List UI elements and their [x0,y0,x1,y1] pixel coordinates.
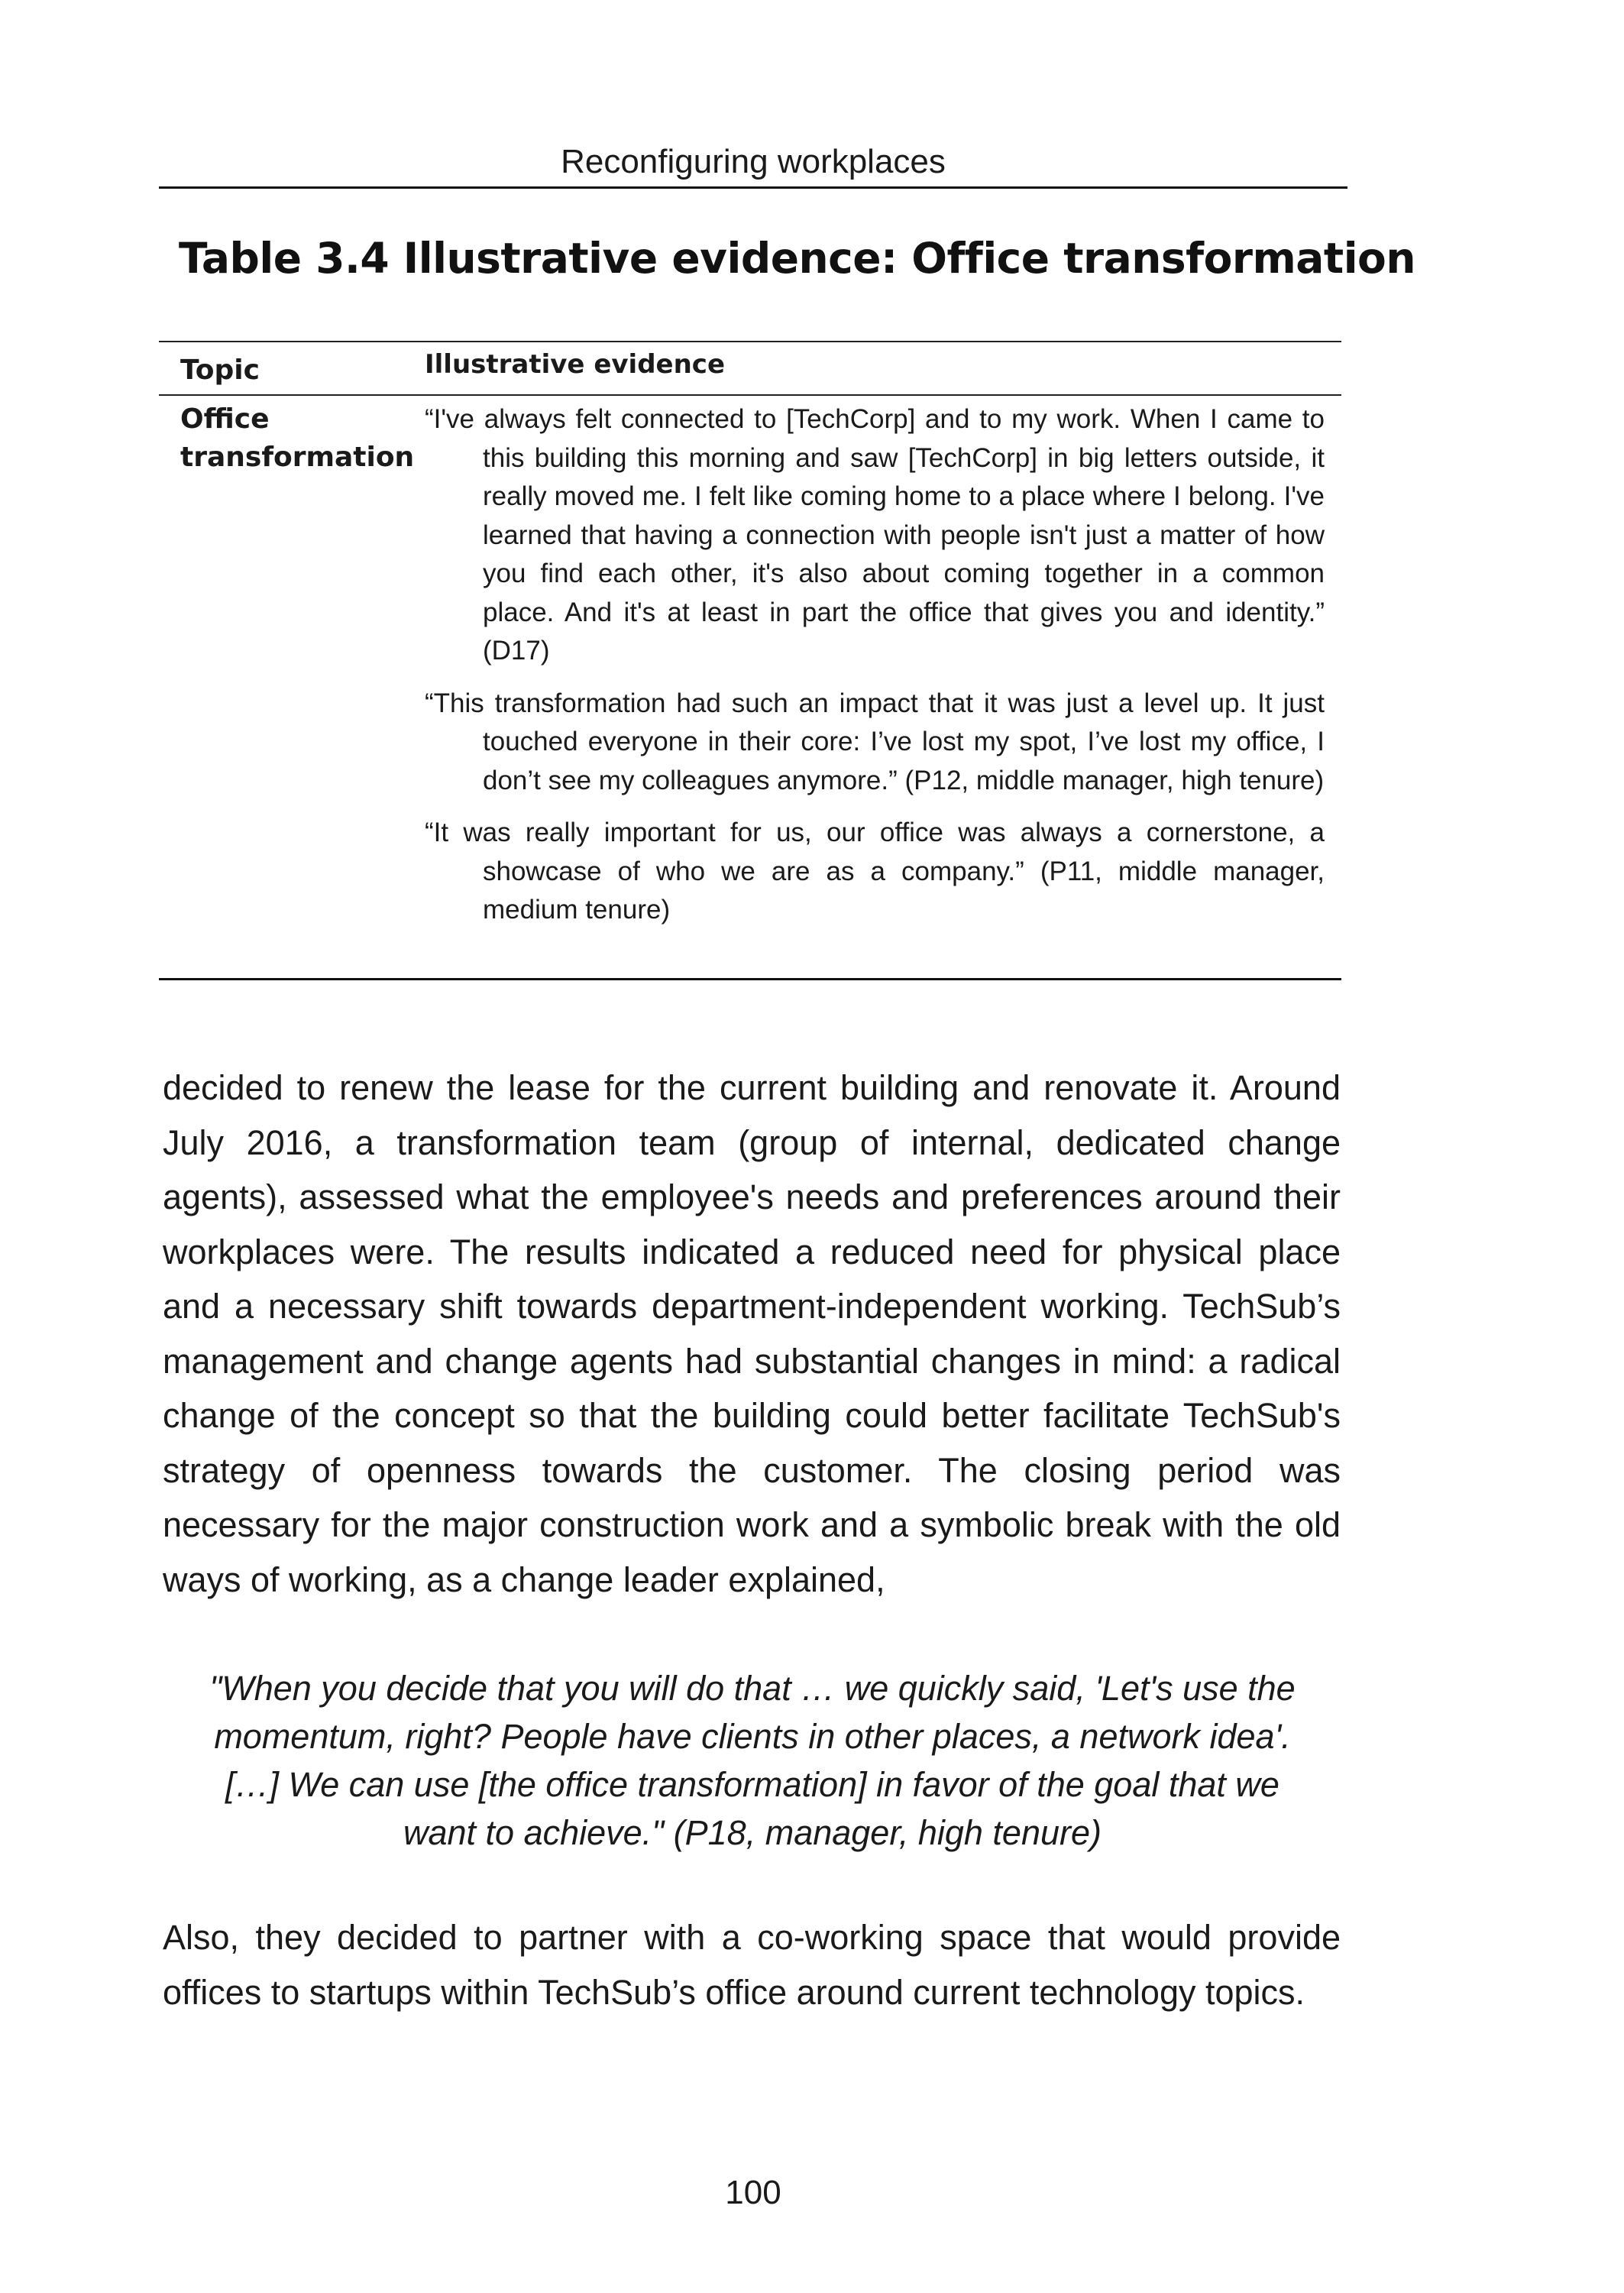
column-header-evidence: Illustrative evidence [425,349,726,380]
body-paragraph: decided to renew the lease for the current building and renovate it. Around July 2016, a transformation team (group of internal, dedicated change agents), assessed what the employee's needs and preferences around their workplaces were. The results indicated a reduced need for physical place and a necessary shift towards department-independent working. TechSub’s management and change agents had substantial changes in mind: a radical change of the concept so that the building could better facilitate TechSub's strategy of openness towards the customer. The closing period was necessary for the major construction work and a symbolic break with the old ways of working, as a change leader explained, [163,1068,1341,1599]
topic-cell: Office transformation [180,403,415,473]
evidence-quote: “This transformation had such an impact that it was just a level up. It just touched everyone in their core: I’ve lost my spot, I’ve lost my office, I don’t see my colleagues anymore.” (P12, middle manager, high tenure) [425,688,1325,795]
table-header-row [159,342,1341,394]
column-header-topic: Topic [180,355,260,386]
running-head: Reconfiguring workplaces [561,143,946,180]
evidence-table [159,341,1341,980]
table-title: Table 3.4 Illustrative evidence: Office transformation [179,234,1415,283]
evidence-cell [425,400,1325,944]
block-quote: "When you decide that you will do that … we quickly said, 'Let's use the momentum, right? People have clients in other places, a network idea'. […] We can use [the office transformation] in favor of the goal that we want to achieve." (P18, manager, high tenure) [209,1669,1296,1852]
evidence-quote: “I've always felt connected to [TechCorp] and to my work. When I came to this building this morning and saw [TechCorp] in big letters outside, it really moved me. I felt like coming home to a place where I belong. I've learned that having a connection with people isn't just a matter of how you find each other, it's also about coming together in a common place. And it's at least in part the office that gives you and identity.” (D17) [425,404,1325,666]
header-rule [159,186,1347,189]
evidence-quote: “It was really important for us, our office was always a cornerstone, a showcase of who we are as a company.” (P11, middle manager, medium tenure) [425,818,1325,925]
table-bottom-rule [159,978,1341,980]
table-row [159,396,1341,978]
body-paragraph: Also, they decided to partner with a co-working space that would provide offices to startups within TechSub’s office around current technology topics. [163,1918,1341,2012]
page-number: 100 [725,2174,781,2211]
